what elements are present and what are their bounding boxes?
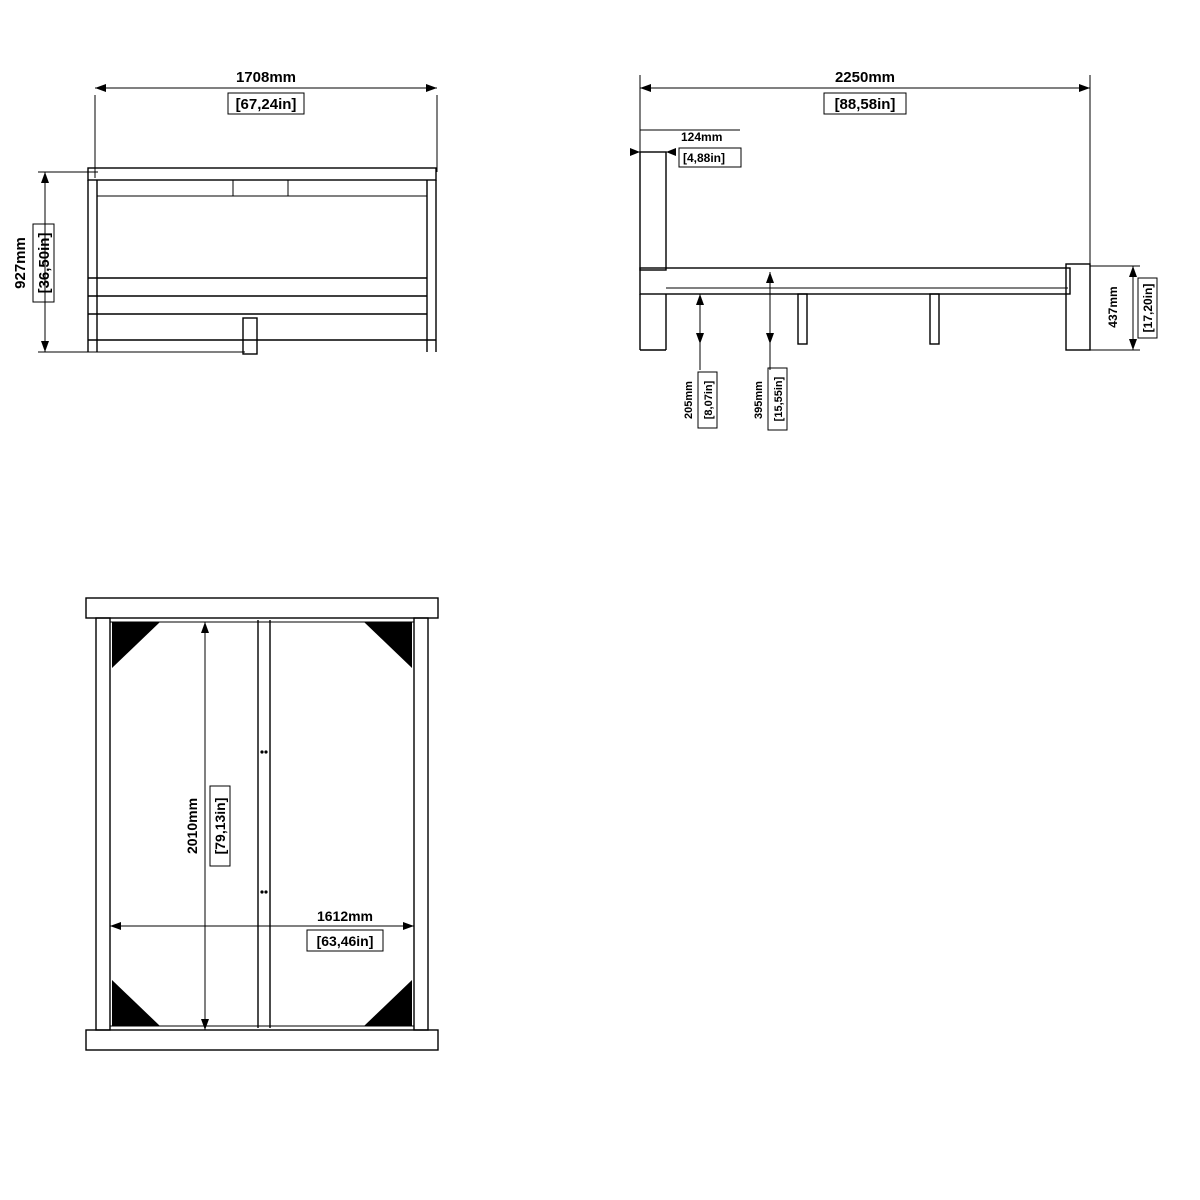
- top-inner-length-mm: 2010mm: [184, 797, 200, 855]
- side-leg-height-in: [8,07in]: [703, 380, 715, 420]
- front-width-in: [67,24in]: [235, 96, 297, 113]
- side-view: [630, 69, 1157, 430]
- side-slat-height-mm: 395mm: [753, 381, 765, 419]
- front-view: [12, 69, 437, 354]
- side-footboard-height-in: [17,20in]: [1141, 283, 1155, 333]
- front-height-in: [36,50in]: [36, 232, 53, 294]
- top-inner-width-mm: 1612mm: [316, 908, 374, 924]
- side-length-mm: 2250mm: [834, 69, 896, 86]
- side-headboard-thickness-in: [4,88in]: [683, 151, 726, 165]
- side-leg-height-mm: 205mm: [683, 381, 695, 419]
- top-inner-width-in: [63,46in]: [316, 933, 374, 949]
- top-inner-length-in: [79,13in]: [212, 797, 228, 855]
- side-headboard-thickness-mm: 124mm: [681, 130, 723, 144]
- front-width-mm: 1708mm: [235, 69, 297, 86]
- side-footboard-height-mm: 437mm: [1106, 286, 1120, 328]
- side-length-in: [88,58in]: [834, 96, 896, 113]
- side-slat-height-in: [15,55in]: [773, 376, 785, 422]
- top-view: [86, 598, 438, 1050]
- front-height-mm: 927mm: [12, 237, 29, 289]
